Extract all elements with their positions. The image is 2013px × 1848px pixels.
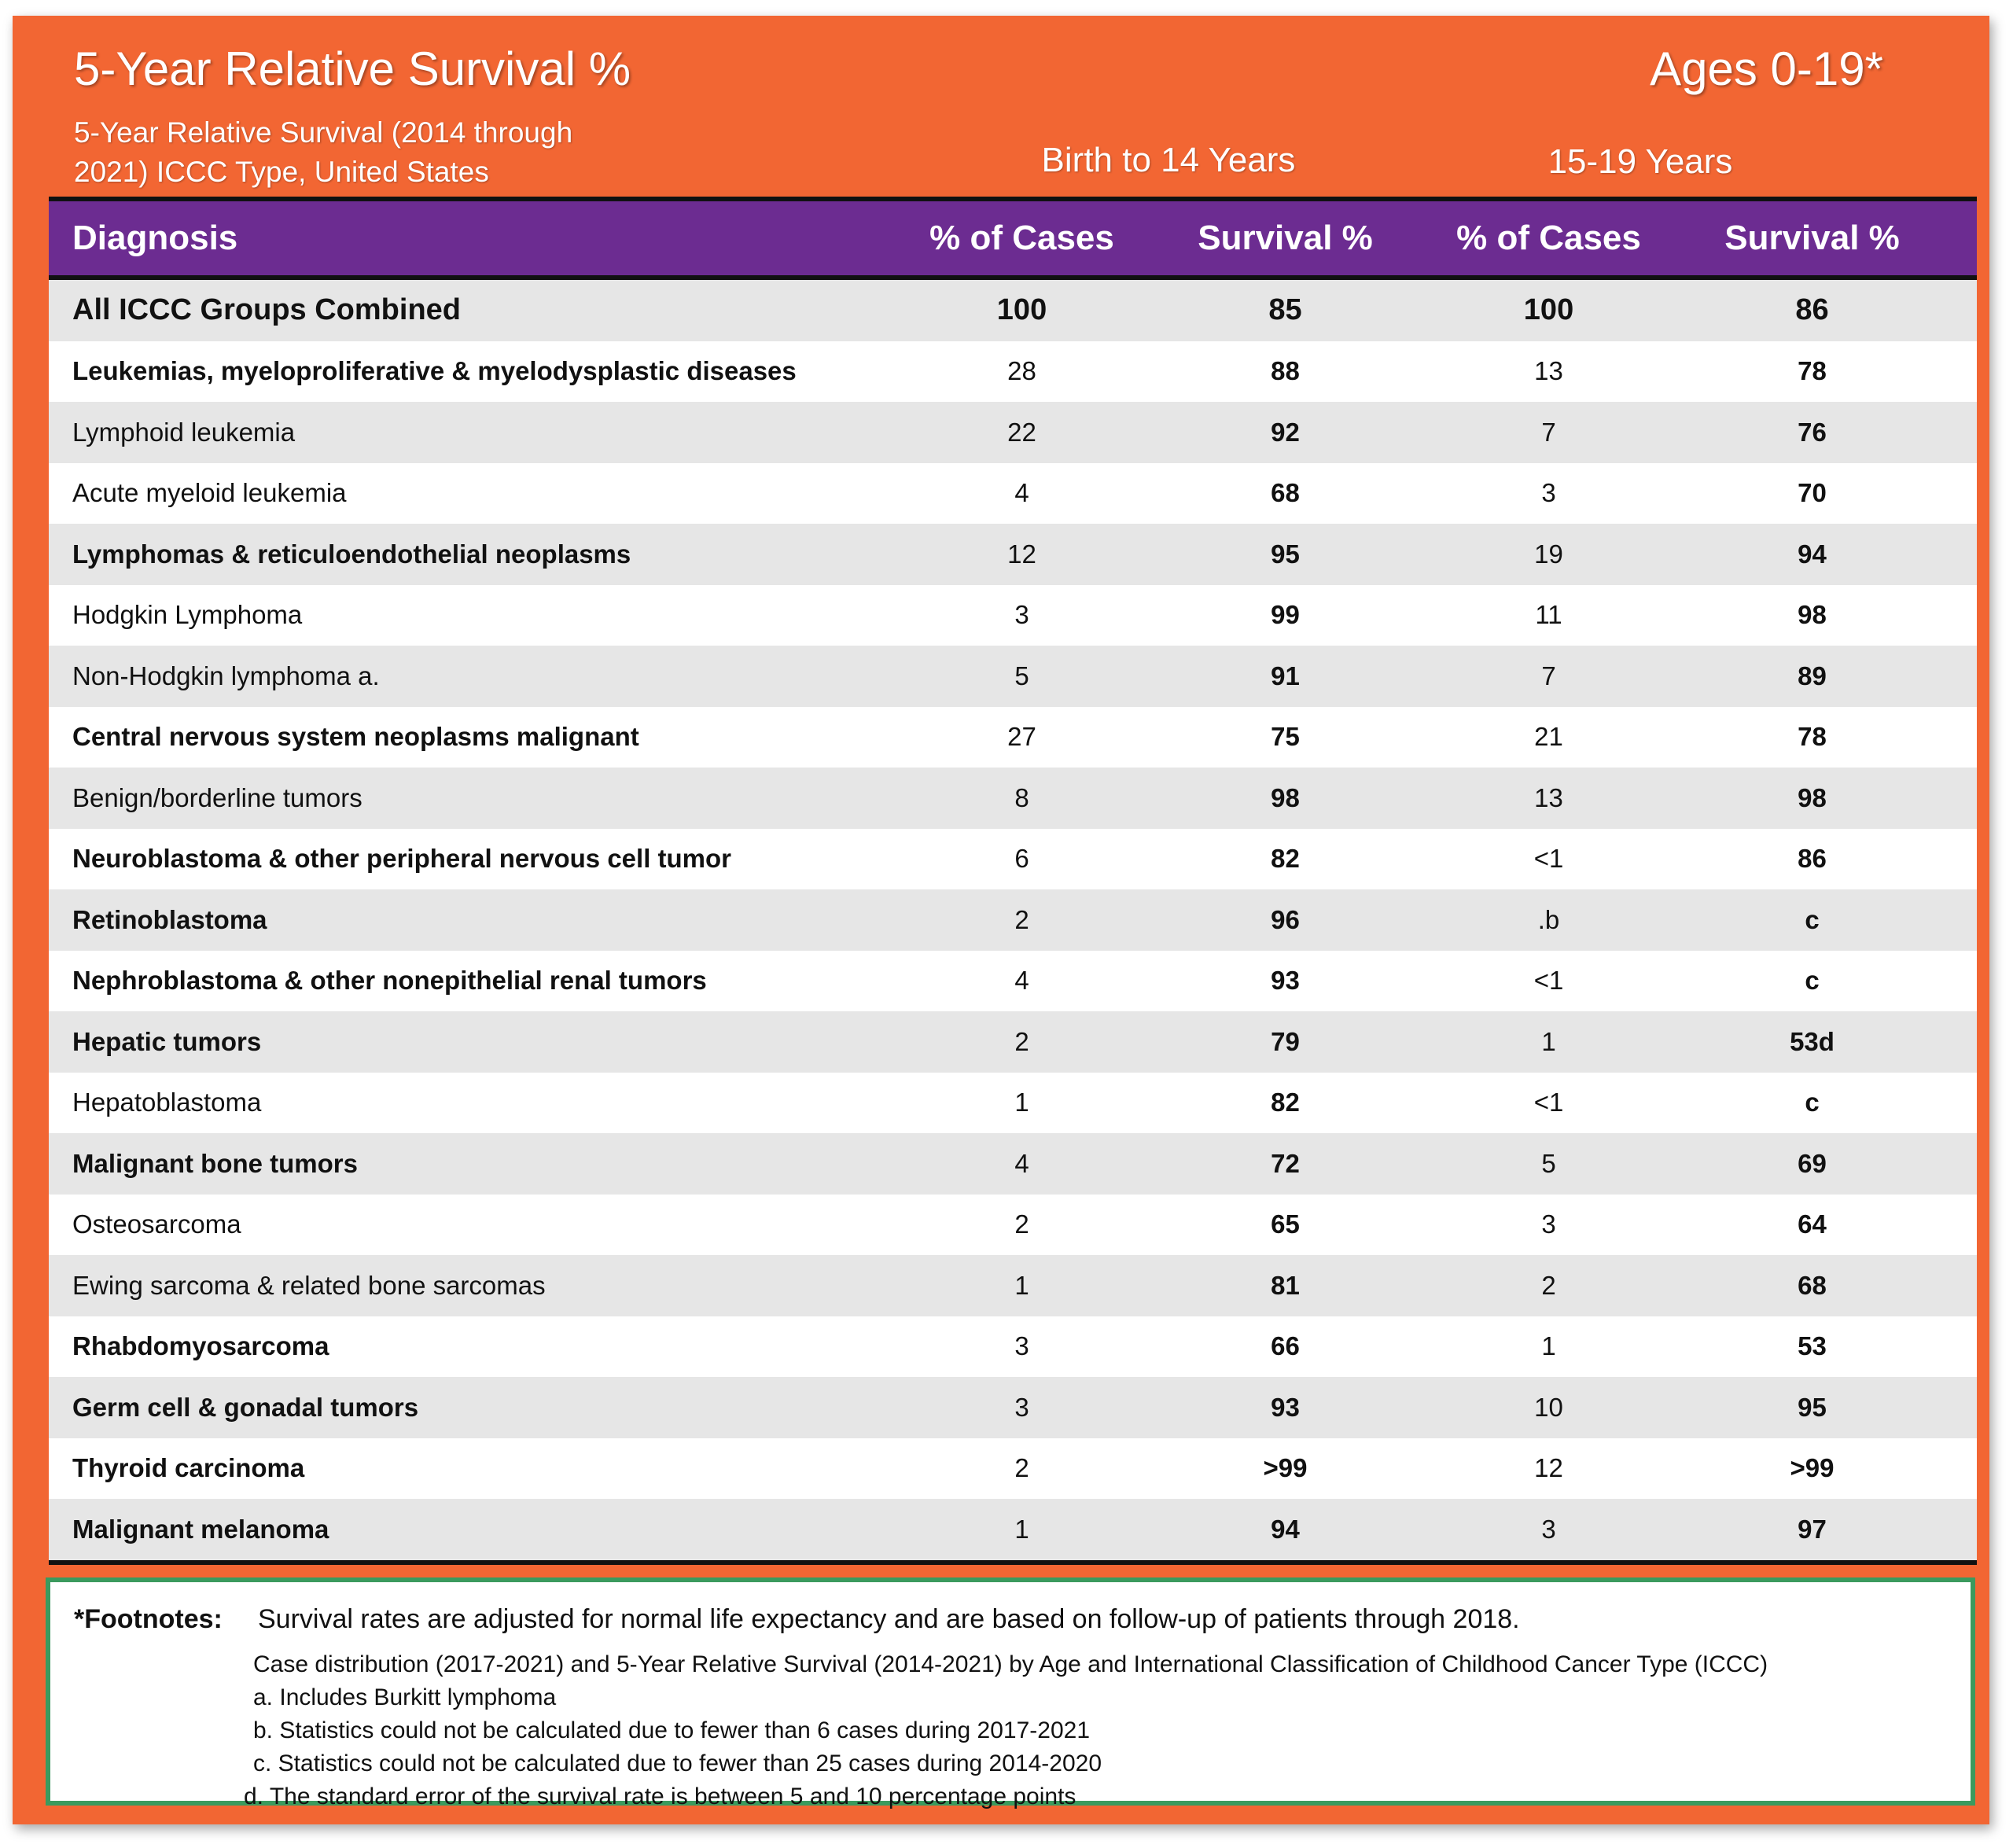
cell-survival-15-19: 97 (1798, 1514, 1827, 1544)
cell-survival-15-19: 64 (1798, 1209, 1827, 1239)
table-header (49, 197, 1977, 280)
cell-diagnosis: Thyroid carcinoma (72, 1453, 305, 1483)
cell-survival-0-14: 93 (1271, 966, 1300, 996)
table-row (49, 524, 1977, 585)
cell-diagnosis: Hepatoblastoma (72, 1088, 262, 1117)
cell-cases-0-14: 1 (1014, 1270, 1029, 1300)
cell-cases-15-19: 1 (1541, 1026, 1556, 1056)
cell-diagnosis: Non-Hodgkin lymphoma a. (72, 661, 380, 690)
cell-cases-15-19: 7 (1541, 417, 1556, 447)
cell-cases-15-19: 21 (1534, 722, 1563, 752)
age-group-15-19: 15-19 Years (1547, 142, 1733, 181)
cell-diagnosis: Hepatic tumors (72, 1026, 262, 1056)
cell-cases-0-14: 1 (1014, 1088, 1029, 1117)
cell-cases-15-19: .b (1537, 904, 1560, 934)
cell-cases-15-19: 10 (1534, 1392, 1563, 1422)
footnote-a: a. Includes Burkitt lymphoma (253, 1684, 557, 1710)
cell-survival-15-19: 94 (1798, 539, 1827, 569)
cell-cases-0-14: 2 (1014, 1209, 1029, 1239)
page-title: 5-Year Relative Survival % (74, 42, 631, 95)
table-row (49, 1011, 1977, 1073)
cell-diagnosis: Malignant melanoma (72, 1514, 329, 1544)
table-row (49, 951, 1977, 1012)
footnote-c: c. Statistics could not be calculated due to fewer than 25 cases during 2014-2020 (253, 1750, 1102, 1776)
cell-cases-15-19: 12 (1534, 1453, 1563, 1483)
cell-survival-15-19: c (1805, 904, 1820, 934)
cell-cases-15-19: 3 (1541, 1514, 1556, 1544)
cell-survival-0-14: 66 (1271, 1331, 1300, 1361)
cell-survival-0-14: >99 (1263, 1453, 1308, 1483)
table-row (49, 402, 1977, 463)
cell-cases-0-14: 3 (1014, 1392, 1029, 1422)
footnotes-label: *Footnotes: (74, 1604, 223, 1634)
table-row (49, 1438, 1977, 1500)
cell-cases-15-19: 2 (1541, 1270, 1556, 1300)
cell-cases-15-19: 19 (1534, 539, 1563, 569)
cell-cases-0-14: 2 (1014, 904, 1029, 934)
cell-survival-0-14: 88 (1271, 356, 1300, 386)
cell-survival-15-19: 76 (1798, 417, 1827, 447)
cell-survival-0-14: 65 (1271, 1209, 1300, 1239)
cell-survival-15-19: 89 (1798, 661, 1827, 690)
table-row (49, 585, 1977, 646)
column-header-diagnosis: Diagnosis (72, 219, 238, 257)
cell-survival-0-14: 99 (1271, 600, 1300, 630)
footnote-b: b. Statistics could not be calculated due to fewer than 6 cases during 2017-2021 (253, 1717, 1091, 1743)
table-row (49, 646, 1977, 707)
cell-diagnosis: All ICCC Groups Combined (72, 293, 461, 327)
cell-survival-15-19: 68 (1798, 1270, 1827, 1300)
table-row (49, 280, 1977, 341)
cell-cases-0-14: 4 (1014, 1148, 1029, 1178)
table-row (49, 1377, 1977, 1438)
cell-cases-0-14: 3 (1014, 1331, 1029, 1361)
cell-survival-15-19: 78 (1798, 722, 1827, 752)
age-range-title: Ages 0-19* (1650, 42, 1883, 95)
cell-diagnosis: Lymphoid leukemia (72, 417, 296, 447)
cell-survival-0-14: 79 (1271, 1026, 1300, 1056)
cell-cases-15-19: 100 (1523, 293, 1574, 327)
cell-diagnosis: Malignant bone tumors (72, 1148, 358, 1178)
table-bottom-rule (49, 1560, 1977, 1565)
table-row (49, 1073, 1977, 1134)
column-header-survival-0-14: Survival % (1198, 219, 1373, 257)
table-row (49, 768, 1977, 829)
table-row (49, 889, 1977, 951)
table-row (49, 707, 1977, 768)
table-row (49, 463, 1977, 525)
cell-cases-0-14: 6 (1014, 844, 1029, 874)
cell-survival-0-14: 94 (1271, 1514, 1300, 1544)
cell-diagnosis: Rhabdomyosarcoma (72, 1331, 329, 1361)
cell-cases-15-19: <1 (1533, 844, 1564, 874)
cell-cases-0-14: 2 (1014, 1453, 1029, 1483)
cell-cases-15-19: <1 (1533, 966, 1564, 996)
cell-survival-0-14: 92 (1271, 417, 1300, 447)
column-header-cases-0-14: % of Cases (929, 219, 1114, 257)
cell-survival-15-19: 69 (1798, 1148, 1827, 1178)
column-header-cases-15-19: % of Cases (1456, 219, 1641, 257)
table-row (49, 1133, 1977, 1195)
cell-survival-0-14: 95 (1271, 539, 1300, 569)
footnote-d: d. The standard error of the survival rate is between 5 and 10 percentage points (244, 1784, 1076, 1809)
cell-diagnosis: Germ cell & gonadal tumors (72, 1392, 419, 1422)
table-row (49, 1195, 1977, 1256)
age-group-birth-to-14: Birth to 14 Years (1041, 141, 1296, 179)
cell-survival-15-19: 70 (1798, 478, 1827, 508)
cell-survival-15-19: 95 (1798, 1392, 1827, 1422)
cell-cases-15-19: 1 (1541, 1331, 1556, 1361)
cell-survival-15-19: 78 (1798, 356, 1827, 386)
cell-cases-15-19: 3 (1541, 478, 1556, 508)
cell-diagnosis: Neuroblastoma & other peripheral nervous cell tumor (72, 844, 732, 874)
cell-cases-15-19: 13 (1534, 356, 1563, 386)
cell-cases-0-14: 2 (1014, 1026, 1029, 1056)
cell-cases-0-14: 4 (1014, 966, 1029, 996)
cell-survival-0-14: 98 (1271, 782, 1300, 812)
cell-cases-0-14: 4 (1014, 478, 1029, 508)
cell-survival-0-14: 72 (1271, 1148, 1300, 1178)
cell-cases-0-14: 8 (1014, 782, 1029, 812)
cell-diagnosis: Leukemias, myeloproliferative & myelodysplastic diseases (72, 356, 797, 386)
cell-survival-0-14: 82 (1271, 844, 1300, 874)
cell-survival-0-14: 91 (1271, 661, 1300, 690)
cell-survival-15-19: 86 (1798, 844, 1827, 874)
cell-cases-0-14: 1 (1014, 1514, 1029, 1544)
cell-diagnosis: Nephroblastoma & other nonepithelial renal tumors (72, 966, 707, 996)
table-body (49, 280, 1977, 1560)
cell-cases-0-14: 22 (1007, 417, 1036, 447)
survival-table (49, 197, 1977, 1565)
cell-diagnosis: Benign/borderline tumors (72, 782, 362, 812)
footnote-distribution: Case distribution (2017-2021) and 5-Year Relative Survival (2014-2021) by Age and International Classification of Childhood Cancer Type (ICCC) (253, 1651, 1768, 1677)
table-row (49, 1255, 1977, 1316)
cell-survival-15-19: c (1805, 966, 1820, 996)
table-row (49, 1316, 1977, 1378)
cell-cases-0-14: 3 (1014, 600, 1029, 630)
cell-cases-15-19: 13 (1534, 782, 1563, 812)
footnotes-box (46, 1577, 1975, 1809)
cell-survival-0-14: 75 (1271, 722, 1300, 752)
survival-card (13, 16, 1989, 1824)
cell-survival-15-19: 53d (1790, 1026, 1835, 1056)
page-subtitle (74, 113, 640, 192)
cell-cases-15-19: 3 (1541, 1209, 1556, 1239)
cell-diagnosis: Osteosarcoma (72, 1209, 241, 1239)
table-row (49, 341, 1977, 403)
cell-survival-15-19: 53 (1798, 1331, 1827, 1361)
cell-cases-0-14: 27 (1007, 722, 1036, 752)
cell-survival-0-14: 82 (1271, 1088, 1300, 1117)
cell-survival-15-19: >99 (1790, 1453, 1835, 1483)
cell-diagnosis: Retinoblastoma (72, 904, 267, 934)
cell-cases-0-14: 5 (1014, 661, 1029, 690)
column-header-survival-15-19: Survival % (1724, 219, 1900, 257)
subtitle-line-1: 5-Year Relative Survival (2014 through (74, 116, 573, 149)
cell-diagnosis: Hodgkin Lymphoma (72, 600, 303, 630)
cell-diagnosis: Central nervous system neoplasms malignant (72, 722, 639, 752)
cell-survival-15-19: 98 (1798, 782, 1827, 812)
cell-diagnosis: Lymphomas & reticuloendothelial neoplasms (72, 539, 631, 569)
cell-cases-0-14: 12 (1007, 539, 1036, 569)
cell-survival-0-14: 93 (1271, 1392, 1300, 1422)
cell-survival-0-14: 68 (1271, 478, 1300, 508)
table-row (49, 1499, 1977, 1560)
cell-diagnosis: Acute myeloid leukemia (72, 478, 347, 508)
cell-survival-0-14: 85 (1268, 293, 1302, 327)
cell-survival-0-14: 96 (1271, 904, 1300, 934)
cell-survival-15-19: c (1805, 1088, 1820, 1117)
cell-survival-0-14: 81 (1271, 1270, 1300, 1300)
subtitle-line-2: 2021) ICCC Type, United States (74, 156, 489, 188)
table-row (49, 829, 1977, 890)
cell-cases-15-19: <1 (1533, 1088, 1564, 1117)
cell-cases-15-19: 5 (1541, 1148, 1556, 1178)
cell-cases-15-19: 7 (1541, 661, 1556, 690)
cell-diagnosis: Ewing sarcoma & related bone sarcomas (72, 1270, 546, 1300)
footnote-main: Survival rates are adjusted for normal life expectancy and are based on follow-up of patients through 2018. (258, 1604, 1520, 1634)
cell-cases-0-14: 100 (996, 293, 1047, 327)
cell-cases-0-14: 28 (1007, 356, 1036, 386)
cell-survival-15-19: 98 (1798, 600, 1827, 630)
cell-survival-15-19: 86 (1795, 293, 1829, 327)
cell-cases-15-19: 11 (1535, 600, 1562, 630)
